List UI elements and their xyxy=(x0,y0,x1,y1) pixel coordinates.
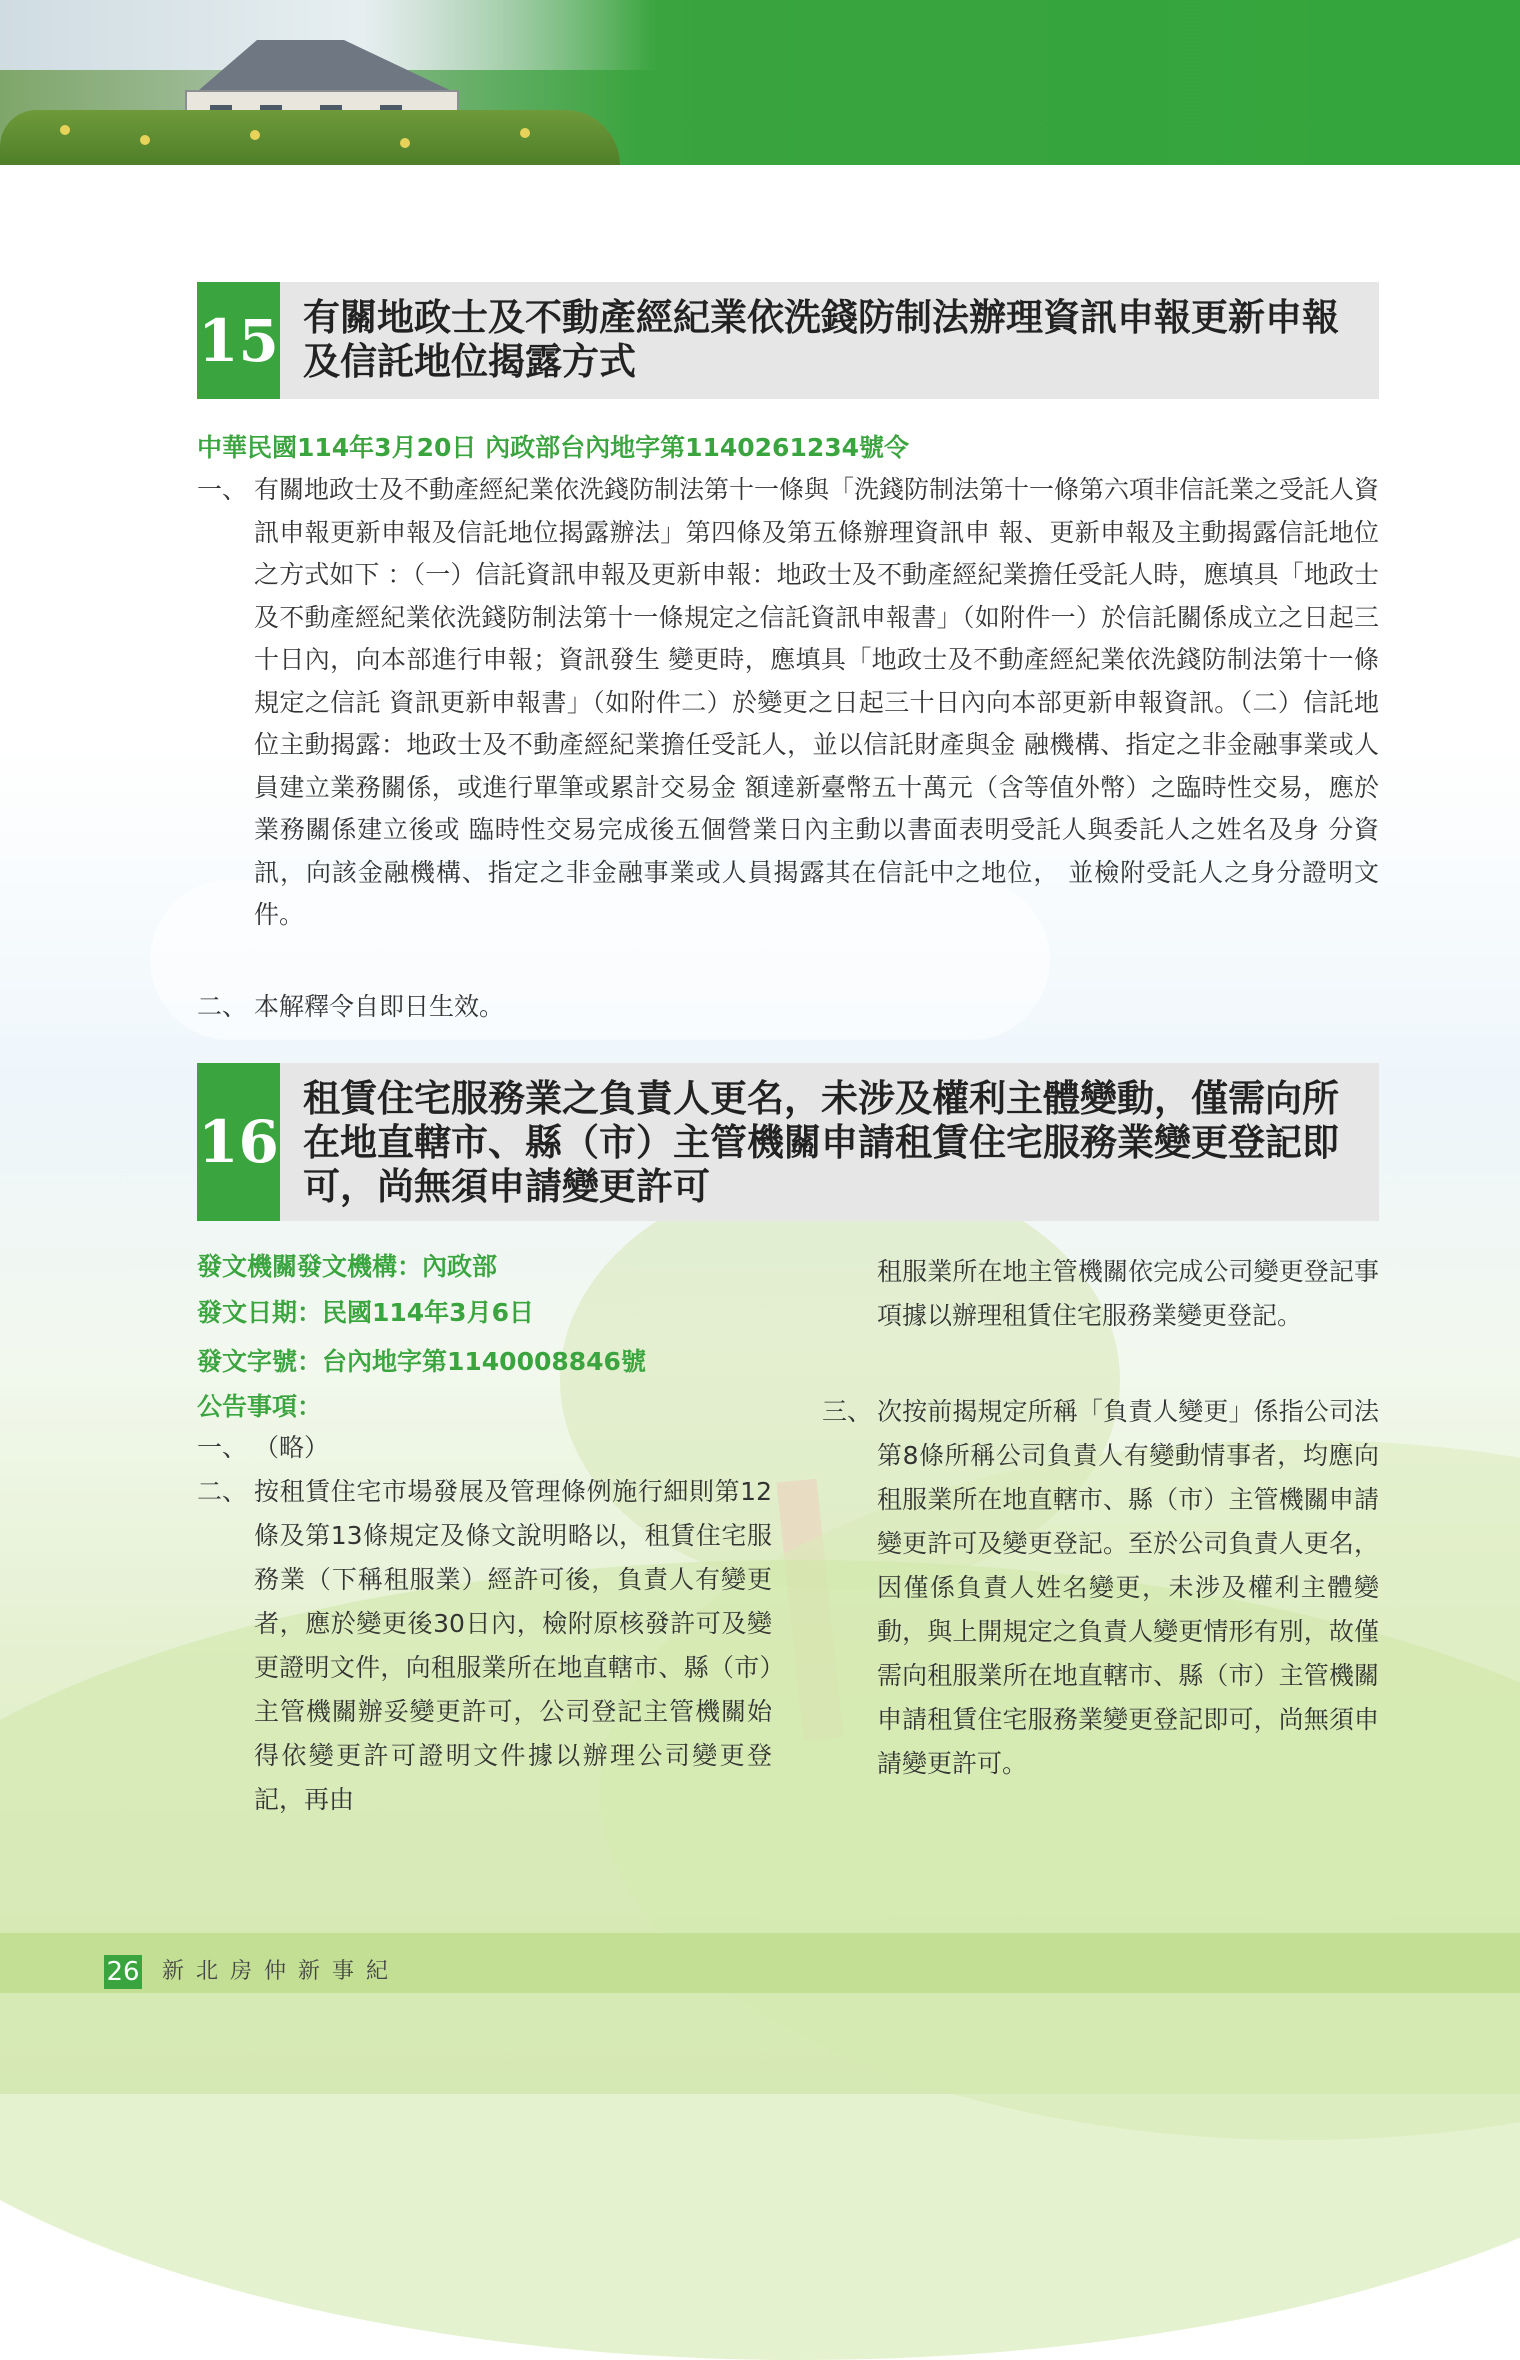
item-marker: 一、 xyxy=(197,475,248,504)
item-text: 按租賃住宅市場發展及管理條例施行細則第12條及第13條規定及條文說明略以，租賃住宅服務業（下稱租服業）經許可後，負責人有變更者，應於變更後30日內，檢附原核發許可及變更證明文件，向租服業所在地直轄市、縣（市）主管機關辦妥變更許可，公司登記主管機關始得依變更許可證明文件據以辦理公司變更登記，再由 xyxy=(254,1477,772,1814)
header-banner xyxy=(0,0,1520,165)
item-text: 租服業所在地主管機關依完成公司變更登記事項據以辦理租賃住宅服務業變更登記。 xyxy=(877,1257,1379,1330)
item-marker: 三、 xyxy=(822,1397,873,1426)
list-item xyxy=(197,1427,772,1471)
list-item xyxy=(197,469,1379,991)
list-item xyxy=(197,1470,772,1822)
section-16-heading xyxy=(197,1063,1379,1221)
document-number: 發文字號：台內地字第1140008846號 xyxy=(197,1347,646,1376)
bush-flower xyxy=(250,130,260,140)
list-item xyxy=(197,986,1379,1030)
bush-flower xyxy=(60,125,70,135)
bush-flower xyxy=(400,138,410,148)
list-item xyxy=(822,1390,1379,1830)
bush-flower xyxy=(140,135,150,145)
magazine-title: 新北房仲新事紀 xyxy=(162,1959,401,1984)
decree-source: 中華民國114年3月20日 內政部台內地字第1140261234號令 xyxy=(197,433,910,462)
section-number: 15 xyxy=(197,282,280,399)
issuing-agency: 發文機關發文機構：內政部 xyxy=(197,1252,498,1281)
section-15-heading xyxy=(197,282,1379,399)
item-text: 次按前揭規定所稱「負責人變更」係指公司法第8條所稱公司負責人有變動情事者，均應向租服業所在地直轄市、縣（市）主管機關申請變更許可及變更登記。至於公司負責人更名，因僅係負責人姓名變更，未涉及權利主體變動，與上開規定之負責人變更情形有別，故僅需向租服業所在地直轄市、縣（市）主管機關申請租賃住宅服務業變更登記即可，尚無須申請變更許可。 xyxy=(877,1397,1379,1778)
notice-heading: 公告事項： xyxy=(197,1392,323,1421)
item-text: 本解釋令自即日生效。 xyxy=(254,992,505,1021)
list-item xyxy=(822,1250,1379,1382)
item-marker: 二、 xyxy=(197,1477,248,1506)
item-text: （略） xyxy=(254,1433,330,1462)
section-number: 16 xyxy=(197,1063,280,1221)
section-title: 租賃住宅服務業之負責人更名，未涉及權利主體變動，僅需向所在地直轄市、縣（市）主管機關申請租賃住宅服務業變更登記即可，尚無須申請變更許可 xyxy=(303,1077,1339,1208)
item-marker: 二、 xyxy=(197,992,248,1021)
bush-flower xyxy=(520,128,530,138)
item-marker: 一、 xyxy=(197,1433,248,1462)
page-number: 26 xyxy=(104,1955,142,1989)
item-text: 有關地政士及不動產經紀業依洗錢防制法第十一條與「洗錢防制法第十一條第六項非信託業之受託人資訊申報更新申報及信託地位揭露辦法」第四條及第五條辦理資訊申 報、更新申報及主動揭露信託地位之方式如下 ：（一）信託資訊申報及更新申報：地政士及不動產經紀業擔任受託人時，應填具「地政士及不動產經紀業依洗錢防制法第十一條規定之信託資訊申報書」（如附件一）於信託關係成立之日起三十日內，向本部進行申報；資訊發生 變更時，應填具「地政士及不動產經紀業依洗錢防制法第十一條規定之信託 資訊更新申報書」（如附件二）於變更之日起三十日內向本部更新申報資訊。（二）信託地位主動揭露：地政士及不動產經紀業擔任受託人，並以信託財產與金 融機構、指定之非金融事業或人員建立業務關係，或進行單筆或累計交易金 額達新臺幣五十萬元（含等值外幣）之臨時性交易，應於業務關係建立後或 臨時性交易完成後五個營業日內主動以書面表明受託人與委託人之姓名及身 分資訊，向該金融機構、指定之非金融事業或人員揭露其在信託中之地位， 並檢附受託人之身分證明文件。 xyxy=(254,475,1380,929)
section-title: 有關地政士及不動產經紀業依洗錢防制法辦理資訊申報更新申報及信託地位揭露方式 xyxy=(303,296,1339,383)
issue-date: 發文日期：民國114年3月6日 xyxy=(197,1298,534,1327)
